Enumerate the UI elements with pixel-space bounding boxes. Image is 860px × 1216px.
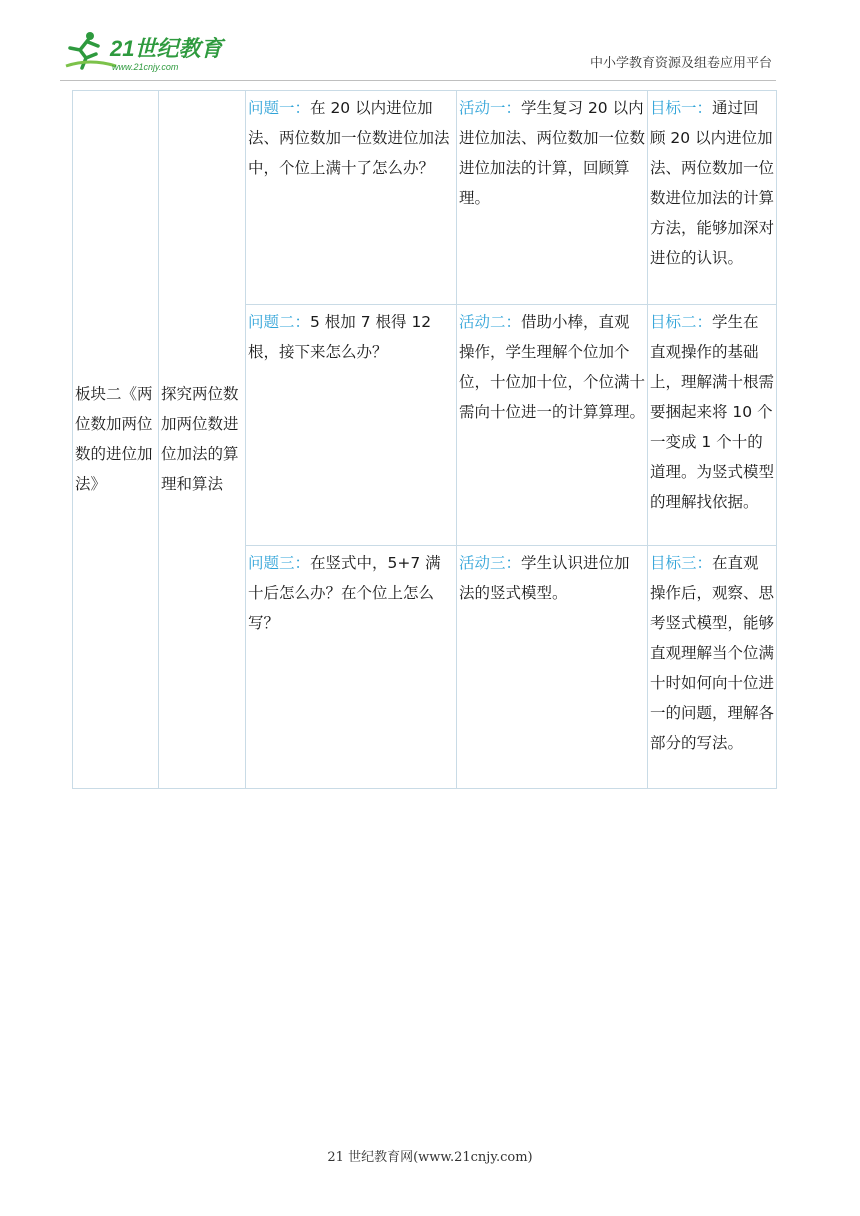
- goal-text: 在直观操作后，观察、思考竖式模型，能够直观理解当个位满十时如何向十位进一的问题，理解各部分的写法。: [650, 554, 775, 752]
- runner-icon: [66, 32, 116, 68]
- goal-text: 通过回顾 20 以内进位加法、两位数加一位数进位加法的计算方法，能够加深对进位的认识。: [650, 99, 775, 267]
- question-cell: [246, 546, 457, 789]
- goal-cell: [648, 91, 777, 305]
- activity-text: 学生认识进位加法的竖式模型。: [459, 554, 630, 602]
- lesson-plan-table: [72, 90, 777, 789]
- goal-tag: 目标二：: [650, 313, 713, 331]
- question-text: 在竖式中，5+7 满十后怎么办？在个位上怎么写？: [248, 554, 441, 632]
- topic-cell: [159, 91, 246, 789]
- goal-tag: 目标一：: [650, 99, 713, 117]
- activity-text: 学生复习 20 以内进位加法、两位数加一位数进位加法的计算，回顾算理。: [459, 99, 646, 207]
- question-tag: 问题二：: [248, 313, 311, 331]
- module-cell: [73, 91, 159, 789]
- activity-cell: [457, 91, 648, 305]
- activity-tag: 活动一：: [459, 99, 522, 117]
- goal-tag: 目标三：: [650, 554, 713, 572]
- question-cell: [246, 91, 457, 305]
- question-text: 在 20 以内进位加法、两位数加一位数进位加法中，个位上满十了怎么办？: [248, 99, 450, 177]
- table-row: [73, 91, 777, 305]
- goal-cell: [648, 546, 777, 789]
- question-tag: 问题一：: [248, 99, 311, 117]
- activity-text: 借助小棒，直观操作，学生理解个位加个位，十位加十位，个位满十需向十位进一的计算算理。: [459, 313, 646, 421]
- page-header: [60, 28, 776, 81]
- module-text: 板块二《两位数加两位数的进位加法》: [75, 384, 153, 493]
- site-label: 中小学教育资源及组卷应用平台: [589, 56, 772, 71]
- question-text: 5 根加 7 根得 12 根，接下来怎么办？: [248, 313, 432, 361]
- goal-text: 学生在直观操作的基础上，理解满十根需要捆起来将 10 个一变成 1 个十的道理。为竖式模型的理解找依据。: [650, 313, 775, 511]
- logo-text: 21世纪教育: [110, 36, 223, 61]
- activity-tag: 活动二：: [459, 313, 522, 331]
- goal-cell: [648, 305, 777, 546]
- question-tag: 问题三：: [248, 554, 311, 572]
- activity-tag: 活动三：: [459, 554, 522, 572]
- topic-text: 探究两位数加两位数进位加法的算理和算法: [161, 384, 239, 493]
- activity-cell: [457, 305, 648, 546]
- activity-cell: [457, 546, 648, 789]
- page-footer: 21 世纪教育网(www.21cnjy.com): [327, 1150, 533, 1165]
- logo: [60, 28, 240, 74]
- logo-url: www.21cnjy.com: [112, 62, 179, 72]
- question-cell: [246, 305, 457, 546]
